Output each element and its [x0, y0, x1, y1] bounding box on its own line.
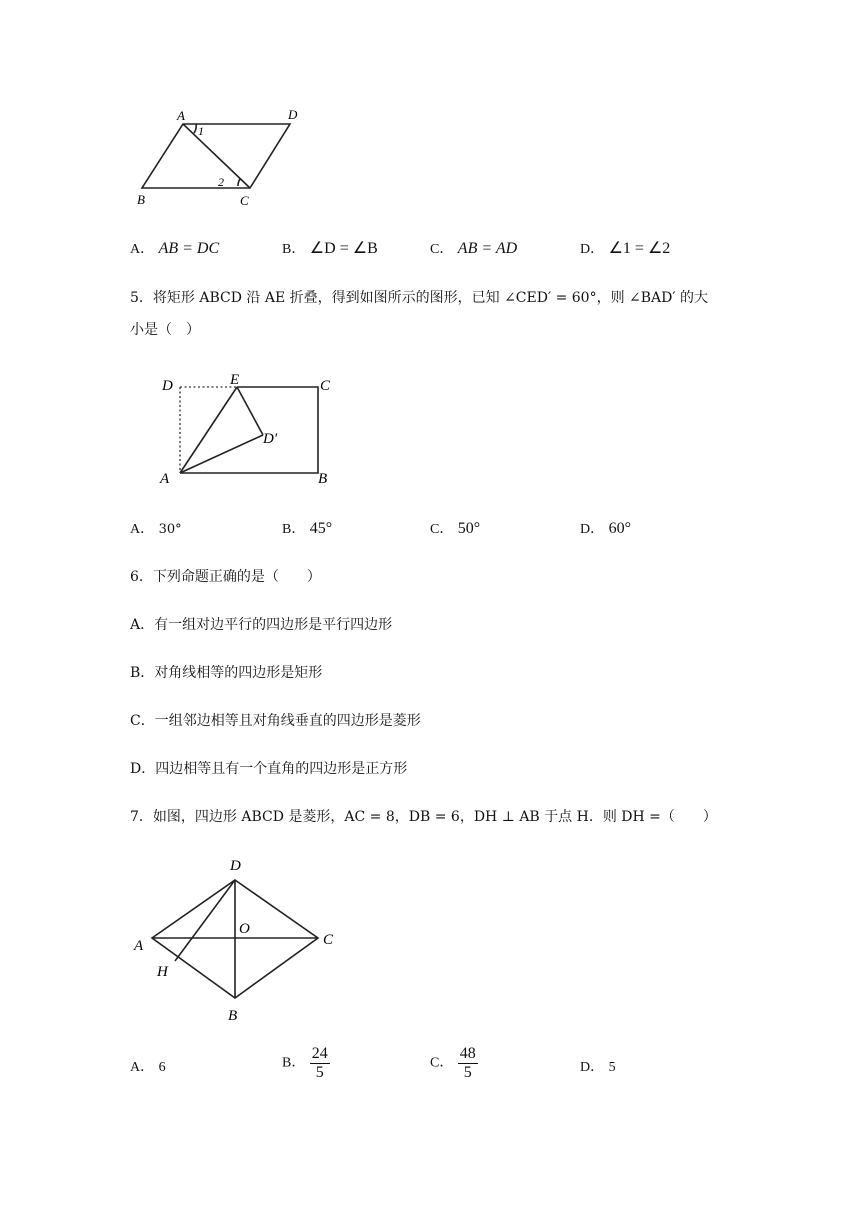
label-h: H [157, 964, 168, 980]
option-letter: D． [580, 1060, 605, 1075]
option-letter: D． [580, 522, 605, 537]
q5-option-d [580, 519, 631, 540]
option-text: 45° [309, 520, 333, 537]
q5-rectangle-fold-figure [155, 365, 345, 490]
option-letter: A． [130, 1060, 155, 1075]
option-text: 60° [608, 520, 631, 537]
option-text: 50° [457, 520, 481, 537]
angle1-arc [194, 124, 196, 133]
q6-option-b: B．对角线相等的四边形是矩形 [130, 665, 323, 681]
q4-option-d [580, 239, 670, 260]
label-o: O [239, 921, 250, 937]
label-a: A [134, 938, 144, 954]
line-ed-prime [237, 387, 263, 435]
option-letter: C． [430, 1055, 454, 1071]
option-letter: B． [282, 242, 306, 257]
q6-option-d: D．四边相等且有一个直角的四边形是正方形 [130, 761, 408, 777]
option-text: 5 [608, 1060, 616, 1075]
q7-rhombus-figure [128, 850, 343, 1030]
q5-option-a [130, 519, 182, 540]
segment-dh [175, 880, 235, 961]
label-angle2: 2 [218, 175, 224, 189]
option-text: 30° [158, 522, 182, 537]
q6-option-c: C．一组邻边相等且对角线垂直的四边形是菱形 [130, 713, 421, 729]
q7-stem: 7．如图，四边形 ABCD 是菱形，AC = 8，DB = 6，DH ⊥ AB 于点 H．则 DH =（ ） [130, 809, 717, 825]
q4-option-c [430, 239, 517, 260]
q6-stem: 6．下列命题正确的是（ ） [130, 569, 321, 585]
label-b: B [137, 192, 145, 207]
option-fraction [310, 1045, 330, 1082]
q4-parallelogram-figure [130, 100, 320, 215]
q7-option-b [282, 1045, 330, 1082]
label-d: D [162, 378, 173, 394]
q7-option-d [580, 1057, 616, 1078]
label-e: E [230, 372, 240, 388]
q5-option-c [430, 519, 480, 540]
option-fraction [458, 1045, 478, 1082]
option-text: ∠1 = ∠2 [608, 240, 671, 257]
label-c: C [320, 378, 331, 394]
option-text: 6 [158, 1060, 166, 1075]
fraction-numerator: 24 [311, 1045, 328, 1062]
option-letter: A． [130, 242, 155, 257]
option-letter: D． [580, 242, 605, 257]
q5-option-b [282, 519, 332, 540]
q5-stem-line1: 5．将矩形 ABCD 沿 AE 折叠，得到如图所示的图形，已知 ∠CED′ = 60°，则 ∠BAD′ 的大 [130, 290, 709, 306]
label-d: D [288, 107, 298, 122]
label-angle1: 1 [198, 124, 204, 138]
label-a: A [177, 108, 185, 123]
q4-option-b [282, 239, 378, 260]
rectangle-outline [180, 387, 318, 473]
option-letter: C． [430, 242, 454, 257]
q4-option-a [130, 239, 219, 260]
label-c: C [323, 932, 334, 948]
angle2-arc [238, 179, 240, 186]
option-text: AB = DC [158, 240, 220, 257]
option-letter: C． [430, 522, 454, 537]
label-d-prime: D′ [263, 431, 278, 447]
label-d: D [230, 858, 241, 874]
label-c: C [240, 193, 249, 208]
fraction-denominator: 5 [463, 1064, 472, 1081]
option-letter: B． [282, 1055, 306, 1071]
q7-option-a [130, 1057, 166, 1078]
label-a: A [160, 471, 170, 487]
option-text: ∠D = ∠B [309, 240, 378, 257]
option-letter: A． [130, 522, 155, 537]
option-text: AB = AD [457, 240, 518, 257]
label-b: B [318, 471, 328, 487]
q6-option-a: A．有一组对边平行的四边形是平行四边形 [130, 617, 393, 633]
q5-stem-line2: 小是（ ） [130, 322, 200, 338]
fraction-numerator: 48 [459, 1045, 476, 1062]
q7-option-c [430, 1045, 478, 1082]
label-b: B [228, 1008, 238, 1024]
option-letter: B． [282, 522, 306, 537]
fraction-denominator: 5 [315, 1064, 324, 1081]
diagonal-ac [183, 124, 250, 188]
